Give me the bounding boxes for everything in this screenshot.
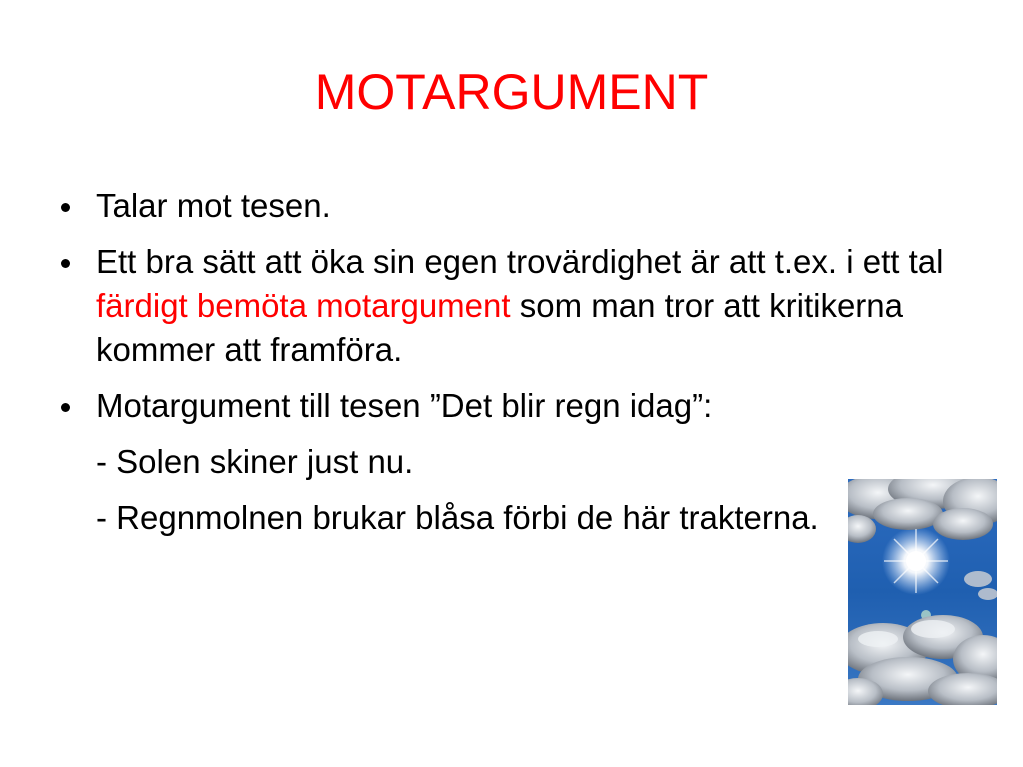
bullet-item-talar — [96, 184, 946, 228]
sub-item-text: - Regnmolnen brukar blåsa förbi de här trakterna. — [96, 499, 819, 536]
sub-item-regnmolnen — [96, 496, 836, 540]
bullet-dot-icon — [61, 203, 70, 212]
sub-item-text: - Solen skiner just nu. — [96, 443, 414, 480]
bullet-text: Motargument till tesen ”Det blir regn idag”: — [96, 387, 713, 424]
slide-title: MOTARGUMENT — [314, 64, 709, 120]
highlighted-phrase: färdigt bemöta motargument — [96, 287, 511, 324]
bullet-item-motargument — [96, 384, 946, 428]
bullet-text: Talar mot tesen. — [96, 187, 331, 224]
sub-item-solen — [96, 440, 946, 484]
bullet-text-continued: som man tror att kritikerna kommer att framföra. — [96, 287, 903, 368]
bullet-dot-icon — [61, 259, 70, 268]
bullet-list — [96, 184, 946, 552]
bullet-dot-icon — [61, 403, 70, 412]
bullet-text: Ett bra sätt att öka sin egen trovärdighet är att t.ex. i ett tal — [96, 243, 944, 280]
bullet-item-trovardighet — [96, 240, 946, 372]
sun-clouds-photo — [848, 479, 997, 705]
